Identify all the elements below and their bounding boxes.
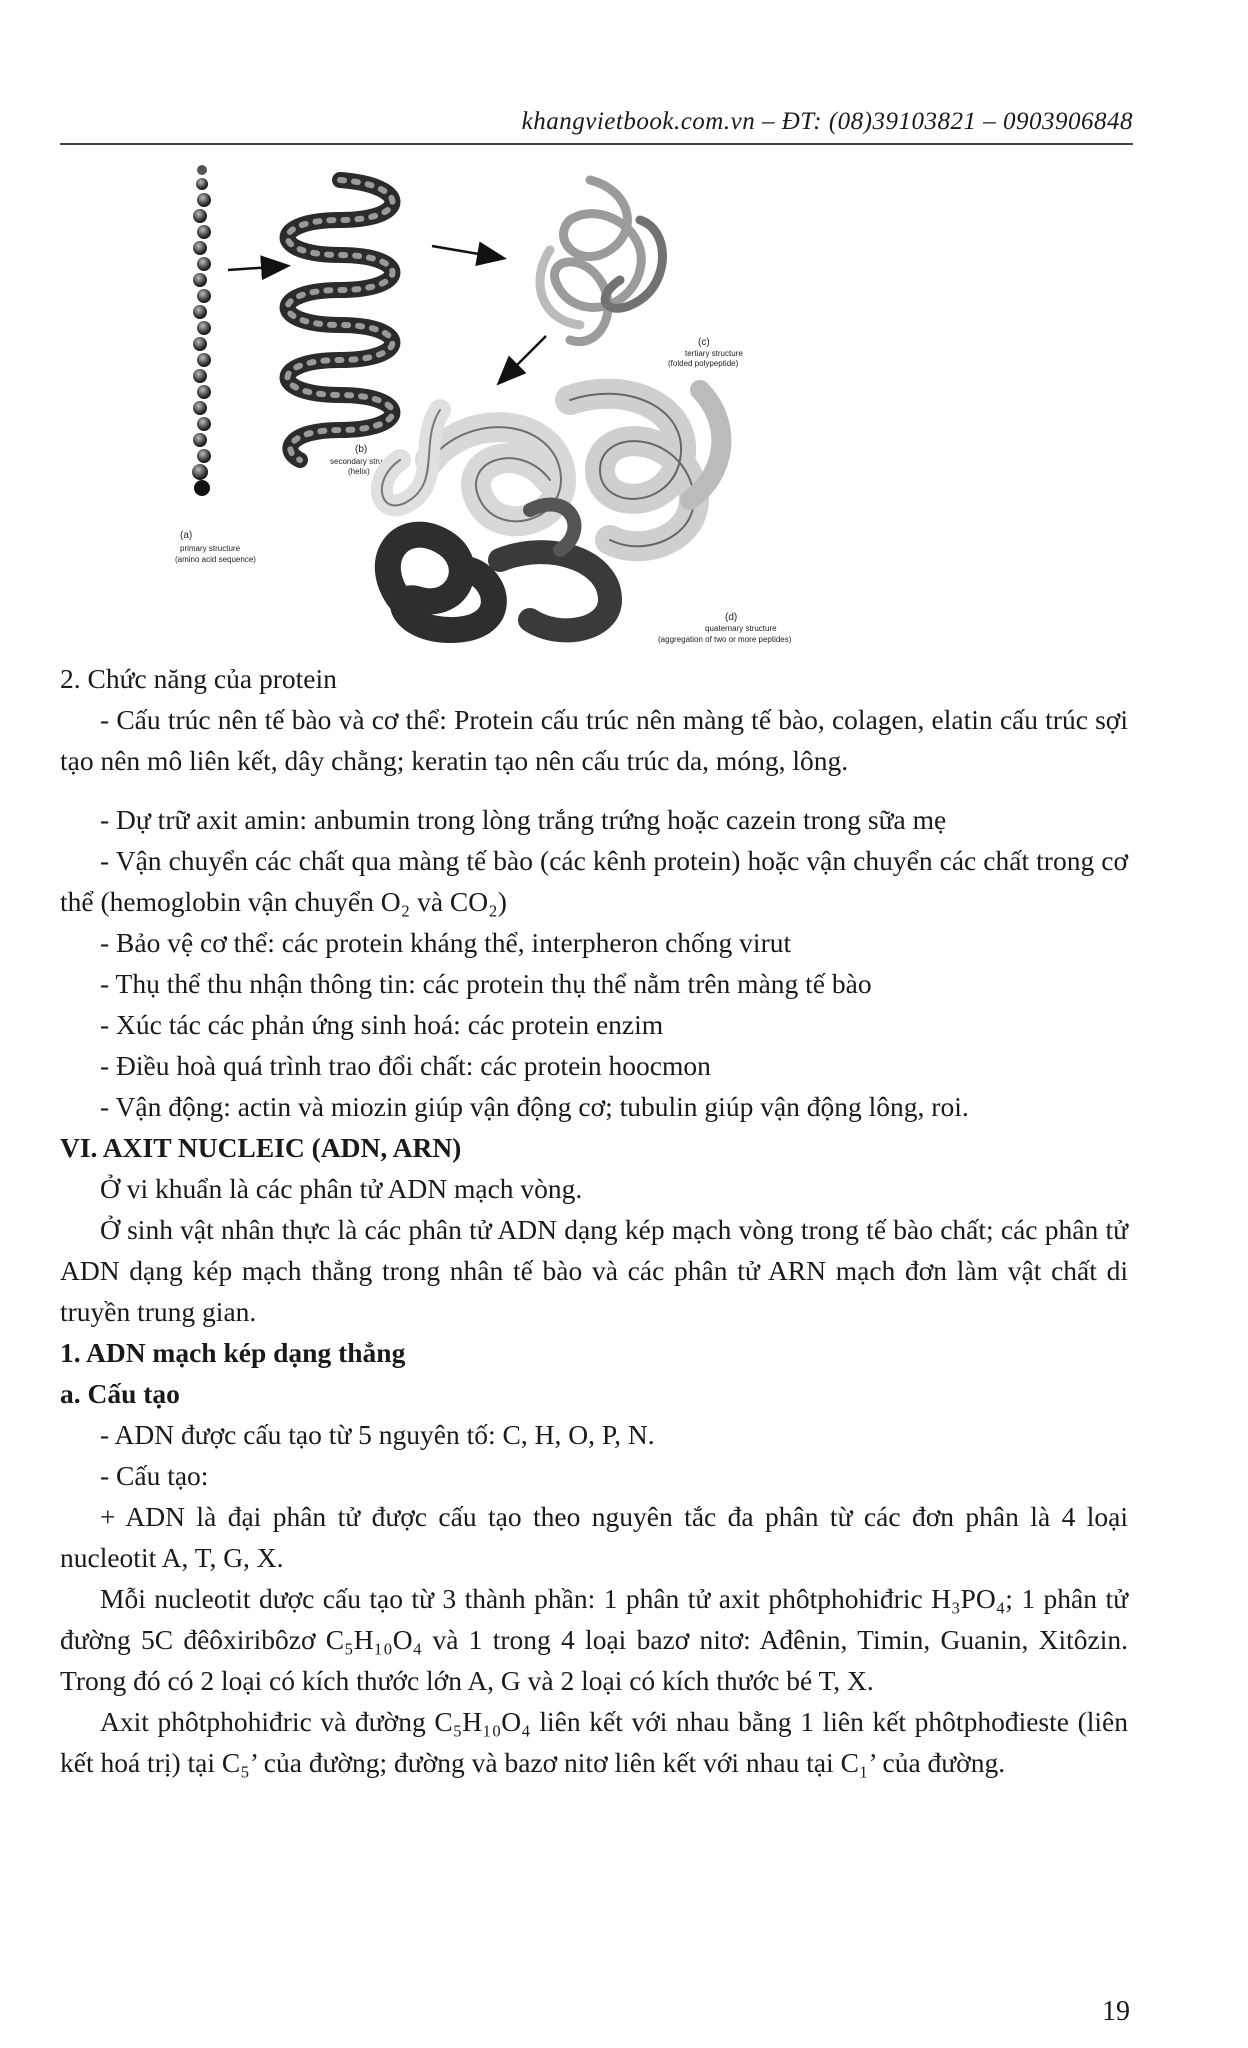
paragraph: + ADN là đại phân tử được cấu tạo theo nguyên tắc đa phân từ các đơn phân là 4 loại nucleotit A, T, G, X. [60,1501,1128,1573]
caption-a-2: (amino acid sequence) [175,555,256,564]
caption-b-2: (helix) [348,467,370,476]
label-a: (a) [180,530,193,541]
caption-d-2: (aggregation of two or more peptides) [658,635,792,644]
primary-structure-chain [192,165,211,496]
paragraph: - Cấu trúc nên tế bào và cơ thể: Protein cấu trúc nên màng tế bào, colagen, elatin cấu trúc sợi tạo nên mô liên kết, dây chằng; keratin tạo nên cấu trúc da, móng, lông. [60,704,1128,776]
arrow-c-to-d [500,336,546,382]
body-text [60,658,1128,1783]
paragraph: - Bảo vệ cơ thể: các protein kháng thể, interpheron chống virut [100,927,792,958]
quaternary-structure-aggregate [382,390,721,630]
paragraph: - Xúc tác các phản ứng sinh hoá: các protein enzim [100,1009,664,1040]
caption-b-1: secondary structure [330,457,401,466]
arrow-b-to-c [432,246,502,258]
label-d: (d) [725,612,738,623]
paragraph: - Điều hoà quá trình trao đổi chất: các protein hoocmon [100,1050,711,1081]
page-number: 19 [1102,1996,1130,2027]
paragraph: - Vận chuyển các chất qua màng tế bào (các kênh protein) hoặc vận chuyển các chất trong cơ thể (hemoglobin vận chuyển O₂ và CO₂) [60,845,1128,917]
page-header: khangvietbook.com.vn – ĐT: (08)39103821 – 0903906848 [521,108,1133,135]
caption-a-1: primary structure [180,544,241,553]
paragraph: - Thụ thể thu nhận thông tin: các protein thụ thể nằm trên màng tế bào [100,968,872,999]
paragraph: Axit phôtphohiđric và đường C₅H₁₀O₄ liên kết với nhau bằng 1 liên kết phôtphođieste (liên kết hoá trị) tại C₅’ của đường; đường và bazơ nitơ liên kết với nhau tại C₁’ của đường. [60,1706,1128,1778]
caption-d-1: quaternary structure [705,624,777,633]
subsection-heading-adn: 1. ADN mạch kép dạng thẳng [60,1337,406,1368]
header-rule [60,143,1133,145]
subsection-heading-structure: a. Cấu tạo [60,1378,180,1409]
paragraph: - ADN được cấu tạo từ 5 nguyên tố: C, H, O, P, N. [100,1419,655,1450]
tertiary-structure-fold [540,180,663,342]
paragraph: Mỗi nucleotit dược cấu tạo từ 3 thành phần: 1 phân tử axit phôtphohiđric H₃PO₄; 1 phân tử đường 5C đêôxiribôzơ C₅H₁₀O₄ và 1 trong 4 loại bazơ nitơ: Ađênin, Timin, Guanin, Xitôzin. Trong đó có 2 loại có kích thước lớn A, G và 2 loại có kích thước bé T, X. [60,1583,1128,1696]
label-b: (b) [355,444,368,455]
paragraph: - Cấu tạo: [100,1460,209,1491]
arrow-a-to-b [228,266,286,270]
label-c: (c) [698,337,710,348]
caption-c-2: (folded polypeptide) [668,359,739,368]
paragraph: Ở vi khuẩn là các phân tử ADN mạch vòng. [100,1173,583,1204]
secondary-structure-helix [288,180,393,460]
paragraph: Ở sinh vật nhân thực là các phân tử ADN dạng kép mạch vòng trong tế bào chất; các phân tử ADN dạng kép mạch thẳng trong nhân tế bào và các phân tử ARN mạch đơn làm vật chất di truyền trung gian. [60,1214,1128,1327]
caption-c-1: tertiary structure [685,349,743,358]
section-heading-nucleic-acid: VI. AXIT NUCLEIC (ADN, ARN) [60,1132,462,1163]
paragraph: - Dự trữ axit amin: anbumin trong lòng trắng trứng hoặc cazein trong sữa mẹ [100,804,947,835]
protein-structure-figure [170,160,860,660]
section-heading-protein-functions: 2. Chức năng của protein [60,663,337,694]
paragraph: - Vận động: actin và miozin giúp vận động cơ; tubulin giúp vận động lông, roi. [100,1091,969,1122]
